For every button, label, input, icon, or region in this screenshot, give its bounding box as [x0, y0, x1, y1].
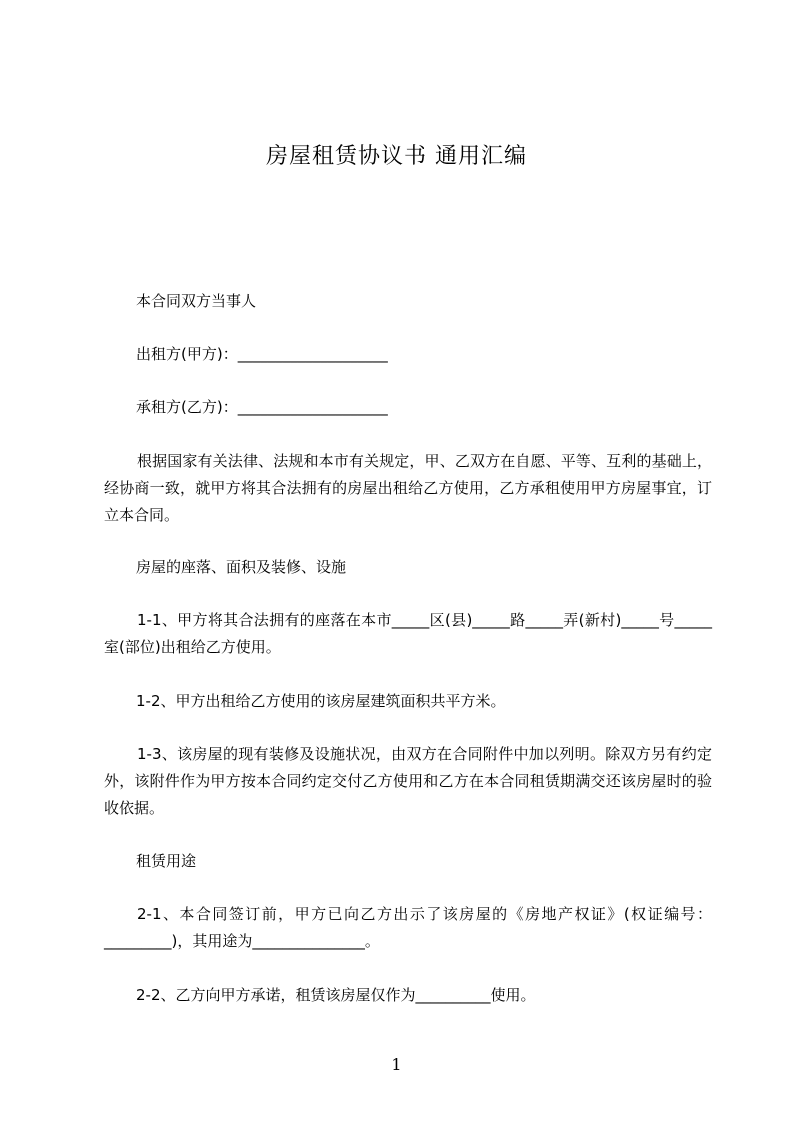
document-title: 房屋租赁协议书 通用汇编: [266, 144, 527, 169]
clause-1-2: 1-2、甲方出租给乙方使用的该房屋建筑面积共平方米。: [136, 692, 506, 710]
preamble-paragraph: 根据国家有关法律、法规和本市有关规定，甲、乙双方在自愿、平等、互利的基础上，经协商一致，就甲方将其合法拥有的房屋出租给乙方使用，乙方承租使用甲方房屋事宜，订立本合同。: [104, 452, 712, 524]
clause-1-1: 1-1、甲方将其合法拥有的座落在本市_____区(县)_____路_____弄(新村)_____号_____室(部位)出租给乙方使用。: [104, 611, 712, 656]
parties-heading: 本合同双方当事人: [136, 292, 257, 310]
clause-1-3: 1-3、该房屋的现有装修及设施状况，由双方在合同附件中加以列明。除双方另有约定外，该附件作为甲方按本合同约定交付乙方使用和乙方在本合同租赁期满交还该房屋时的验收依据。: [104, 745, 712, 817]
section-heading-use: 租赁用途: [136, 852, 197, 870]
clause-2-1: 2-1、本合同签订前，甲方已向乙方出示了该房屋的《房地产权证》(权证编号：_________)，其用途为_______________。: [104, 905, 712, 950]
lessee-line: 承租方(乙方)：____________________: [136, 398, 388, 416]
page-number: 1: [391, 1055, 402, 1074]
lessor-line: 出租方(甲方)：____________________: [136, 345, 388, 363]
section-heading-premises: 房屋的座落、面积及装修、设施: [136, 558, 347, 576]
clause-2-2: 2-2、乙方向甲方承诺，租赁该房屋仅作为__________使用。: [136, 986, 536, 1004]
